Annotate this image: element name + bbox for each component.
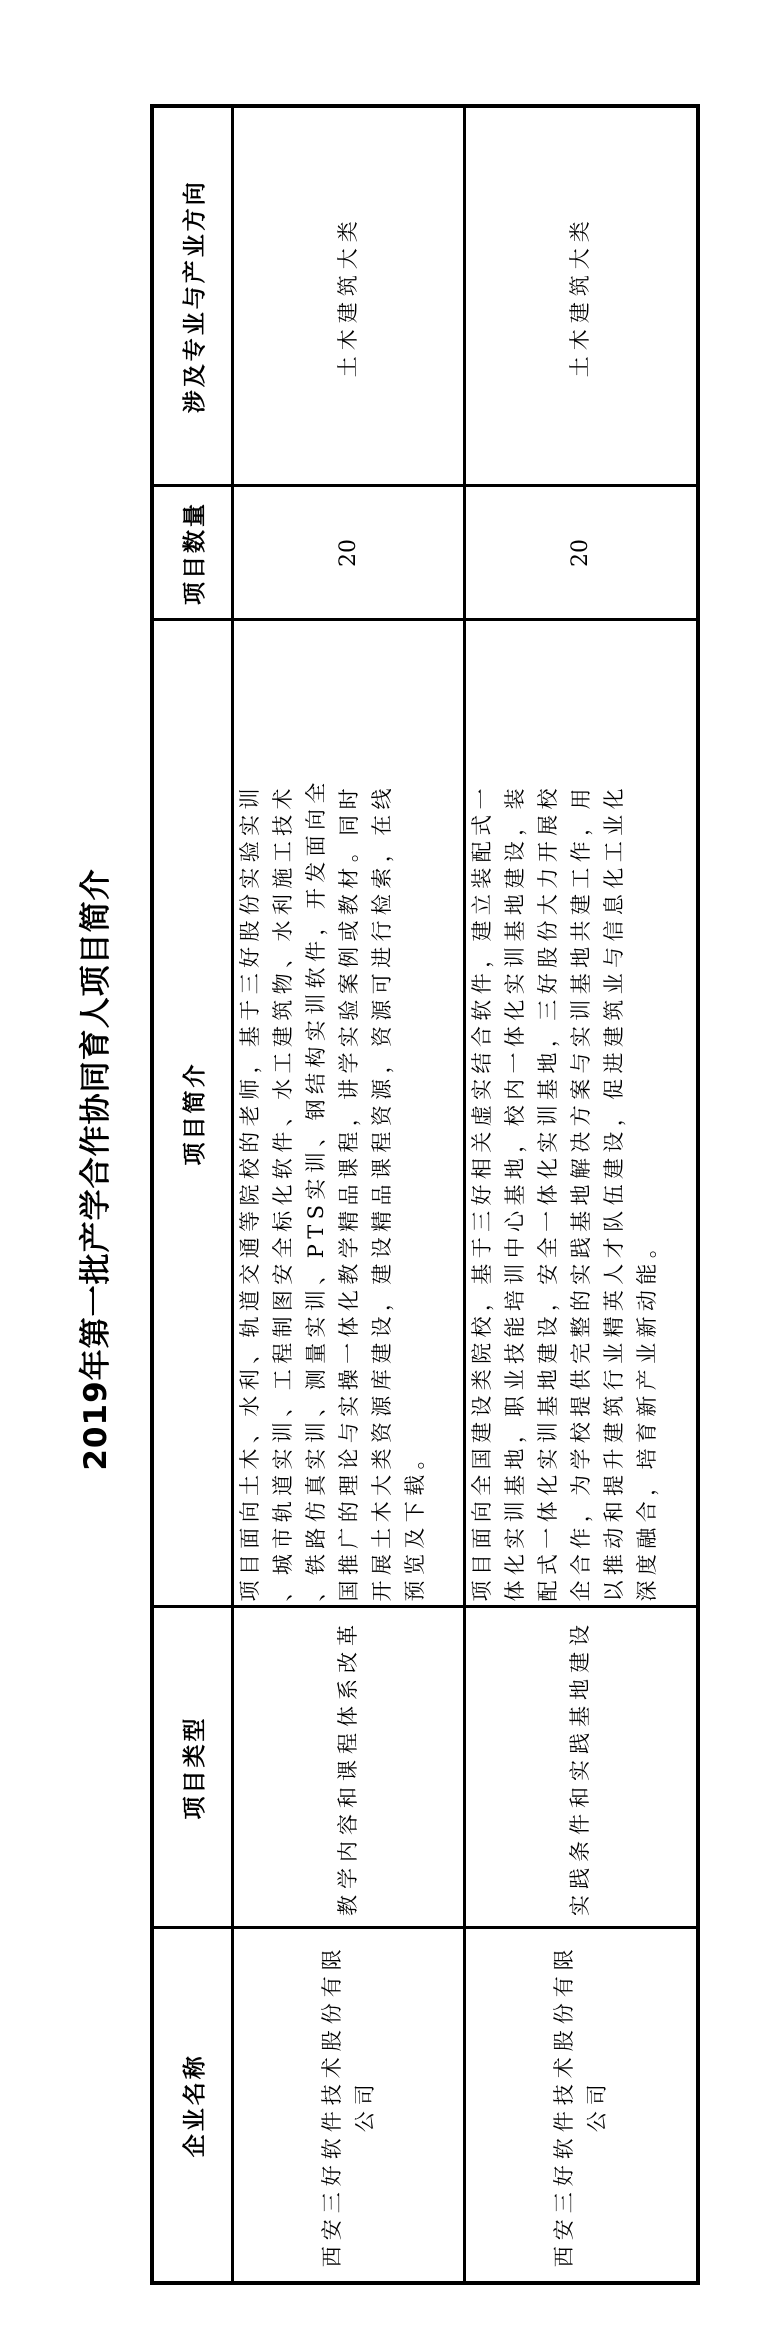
intro-line: 、铁路仿真实训、测量实训、PTS实训、钢结构实训软件，开发面向全 bbox=[304, 777, 328, 1602]
intro-line: 深度融合，培育新产业新动能。 bbox=[635, 1231, 659, 1602]
intro-line: 配式一体化实训基地建设，安全一体化实训基地，三好股份大力开展校 bbox=[536, 783, 560, 1602]
header-type: 项目类型 bbox=[152, 1607, 233, 1928]
type-cell: 教学内容和课程体系改革 bbox=[233, 1607, 465, 1928]
field-cell: 土木建筑大类 bbox=[233, 106, 465, 486]
page-title: 2019年第一批产学合作协同育人项目简介 bbox=[78, 868, 114, 1471]
intro-line: 国推广的理论与实操一体化教学精品课程，讲学实验案例或教材。同时 bbox=[337, 783, 361, 1602]
header-intro: 项目简介 bbox=[152, 620, 233, 1607]
count-cell: 20 bbox=[233, 486, 465, 620]
intro-line: 企合作，为学校提供完整的实践基地解决方案与实训基地共建工作，用 bbox=[569, 783, 593, 1602]
intro-line: 开展土木大类资源库建设，建设精品课程资源，资源可进行检索，在线 bbox=[370, 783, 394, 1602]
table-row bbox=[465, 106, 698, 2283]
intro-line: 项目面向土木、水利、轨道交通等院校的老师，基于三好股份实验实训 bbox=[238, 783, 262, 1602]
table-header-row bbox=[152, 106, 233, 2283]
company-cell: 西安三好软件技术股份有限公司 bbox=[233, 1928, 465, 2283]
intro-line: 项目面向全国建设类院校，基于三好相关虚实结合软件，建立装配式一 bbox=[470, 783, 494, 1602]
project-table bbox=[150, 104, 700, 2285]
intro-line: 以推动和提升建筑行业精英人才队伍建设，促进建筑业与信息化工业化 bbox=[602, 783, 626, 1602]
table-row bbox=[233, 106, 465, 2283]
count-cell: 20 bbox=[465, 486, 698, 620]
header-company: 企业名称 bbox=[152, 1928, 233, 2283]
company-cell: 西安三好软件技术股份有限公司 bbox=[465, 1928, 698, 2283]
type-cell: 实践条件和实践基地建设 bbox=[465, 1607, 698, 1928]
header-field: 涉及专业与产业方向 bbox=[152, 106, 233, 486]
field-cell: 土木建筑大类 bbox=[465, 106, 698, 486]
intro-cell bbox=[233, 620, 465, 1607]
intro-line: 预览及下载。 bbox=[403, 1443, 427, 1602]
header-count: 项目数量 bbox=[152, 486, 233, 620]
intro-cell bbox=[465, 620, 698, 1607]
intro-line: 体化实训基地，职业技能培训中心基地，校内一体化实训基地建设，装 bbox=[503, 783, 527, 1602]
intro-line: 、城市轨道实训、工程制图安全标化软件、水工建筑物、水利施工技术 bbox=[271, 783, 295, 1602]
